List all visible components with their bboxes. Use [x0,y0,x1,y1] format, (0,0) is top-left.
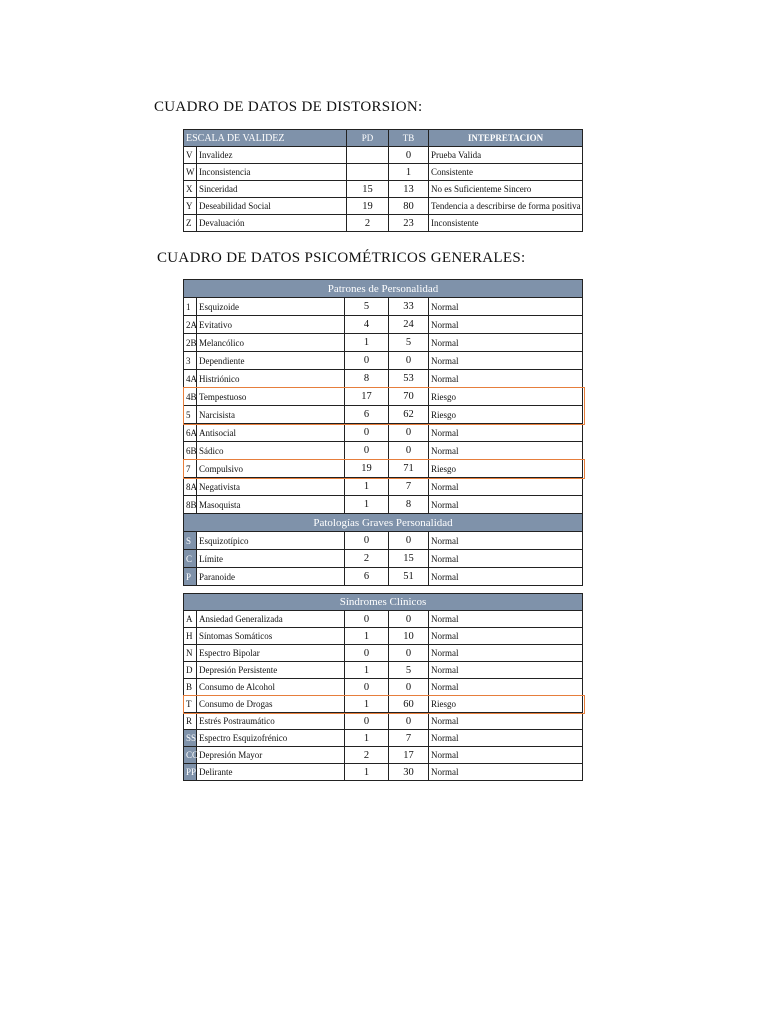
scale-name: Estrés Postraumático [197,713,345,730]
interpretation: No es Suficienteme Sincero [429,181,583,198]
header-interpretacion: INTEPRETACION [429,130,583,147]
scale-code: S [184,532,197,550]
pd-value: 1 [345,496,389,514]
pd-value: 2 [345,550,389,568]
pd-value: 4 [345,316,389,334]
distorsion-title: CUADRO DE DATOS DE DISTORSION: [154,99,423,115]
interpretation: Normal [429,611,583,628]
scale-name: Histriónico [197,370,345,388]
table-row [184,496,583,514]
interpretation: Normal [429,764,583,781]
scale-name: Narcisista [197,406,345,424]
scale-name: Deseabilidad Social [197,198,347,215]
interpretation: Normal [429,568,583,586]
interpretation: Tendencia a describirse de forma positiva [429,198,583,215]
scale-code: 8A [184,478,197,496]
scale-code: PP [184,764,197,781]
tb-value: 23 [389,215,429,232]
pd-value: 19 [345,460,389,478]
pd-value: 15 [347,181,389,198]
pd-value: 0 [345,713,389,730]
pd-value: 1 [345,662,389,679]
table-row [184,147,583,164]
scale-name: Negativista [197,478,345,496]
interpretation: Normal [429,478,583,496]
tb-value: 80 [389,198,429,215]
interpretation: Normal [429,679,583,696]
scale-name: Masoquista [197,496,345,514]
header-tb: TB [389,130,429,147]
pd-value: 2 [345,747,389,764]
table-row [184,181,583,198]
table-row [184,568,583,586]
table-row [184,696,583,713]
scale-code: Z [184,215,197,232]
interpretation: Normal [429,496,583,514]
interpretation: Riesgo [429,460,583,478]
pd-value: 1 [345,696,389,713]
scale-name: Esquizotípico [197,532,345,550]
pd-value: 1 [345,764,389,781]
tb-value: 15 [389,550,429,568]
scale-code: 6A [184,424,197,442]
patrones-banner: Patrones de Personalidad [184,280,583,298]
scale-code: H [184,628,197,645]
interpretation: Normal [429,298,583,316]
interpretation: Riesgo [429,406,583,424]
tb-value: 70 [389,388,429,406]
pd-value: 17 [345,388,389,406]
scale-code: 5 [184,406,197,424]
interpretation: Normal [429,442,583,460]
interpretation: Normal [429,532,583,550]
tb-value: 0 [389,532,429,550]
scale-name: Consumo de Alcohol [197,679,345,696]
table-row [184,406,583,424]
pd-value: 6 [345,406,389,424]
table-row [184,764,583,781]
pd-value: 19 [347,198,389,215]
scale-code: 2A [184,316,197,334]
tb-value: 0 [389,352,429,370]
table-row [184,713,583,730]
scale-name: Compulsivo [197,460,345,478]
tb-value: 0 [389,442,429,460]
table-row [184,747,583,764]
scale-code: X [184,181,197,198]
interpretation: Normal [429,645,583,662]
tb-value: 33 [389,298,429,316]
interpretation: Riesgo [429,388,583,406]
table-row [184,424,583,442]
table-row [184,352,583,370]
pd-value: 0 [345,442,389,460]
scale-code: 7 [184,460,197,478]
scale-code: P [184,568,197,586]
pd-value: 8 [345,370,389,388]
interpretation: Normal [429,628,583,645]
scale-name: Paranoide [197,568,345,586]
tb-value: 60 [389,696,429,713]
tb-value: 0 [389,611,429,628]
tb-value: 1 [389,164,429,181]
scale-name: Inconsistencia [197,164,347,181]
pd-value: 2 [347,215,389,232]
scale-code: R [184,713,197,730]
interpretation: Normal [429,747,583,764]
table-row [184,334,583,352]
pd-value: 1 [345,628,389,645]
scale-code: W [184,164,197,181]
scale-code: 1 [184,298,197,316]
pd-value: 1 [345,478,389,496]
scale-code: V [184,147,197,164]
psicometricos-table [183,279,583,586]
scale-name: Invalidez [197,147,347,164]
table-row [184,198,583,215]
tb-value: 13 [389,181,429,198]
scale-name: Esquizoide [197,298,345,316]
pd-value: 1 [345,334,389,352]
scale-code: CC [184,747,197,764]
scale-name: Delirante [197,764,345,781]
pd-value: 0 [345,611,389,628]
pd-value: 0 [345,532,389,550]
interpretation: Normal [429,424,583,442]
table-row [184,316,583,334]
interpretation: Normal [429,316,583,334]
patologias-banner-row [184,514,583,532]
tb-value: 5 [389,662,429,679]
scale-code: T [184,696,197,713]
table-row [184,679,583,696]
tb-value: 62 [389,406,429,424]
pd-value [347,147,389,164]
tb-value: 0 [389,713,429,730]
scale-name: Sinceridad [197,181,347,198]
tb-value: 0 [389,424,429,442]
scale-code: C [184,550,197,568]
patrones-banner-row [184,280,583,298]
interpretation: Normal [429,370,583,388]
scale-name: Sádico [197,442,345,460]
tb-value: 30 [389,764,429,781]
interpretation: Normal [429,730,583,747]
table-row [184,164,583,181]
pd-value: 0 [345,424,389,442]
table-row [184,298,583,316]
sindromes-table [183,593,583,781]
pd-value: 0 [345,352,389,370]
scale-name: Depresión Persistente [197,662,345,679]
interpretation: Consistente [429,164,583,181]
table-row [184,532,583,550]
tb-value: 7 [389,478,429,496]
scale-name: Límite [197,550,345,568]
scale-code: 3 [184,352,197,370]
table-row [184,478,583,496]
table-row [184,460,583,478]
interpretation: Inconsistente [429,215,583,232]
scale-name: Evitativo [197,316,345,334]
scale-name: Devaluación [197,215,347,232]
table-row [184,442,583,460]
table-row [184,730,583,747]
pd-value: 0 [345,645,389,662]
scale-name: Antisocial [197,424,345,442]
tb-value: 0 [389,645,429,662]
scale-name: Síntomas Somáticos [197,628,345,645]
tb-value: 53 [389,370,429,388]
scale-code: 8B [184,496,197,514]
tb-value: 17 [389,747,429,764]
table-row [184,662,583,679]
scale-code: 4B [184,388,197,406]
scale-code: SS [184,730,197,747]
table-row [184,550,583,568]
tb-value: 51 [389,568,429,586]
tb-value: 5 [389,334,429,352]
scale-code: D [184,662,197,679]
table-row [184,611,583,628]
scale-code: N [184,645,197,662]
interpretation: Riesgo [429,696,583,713]
scale-code: Y [184,198,197,215]
pd-value: 6 [345,568,389,586]
table-row [184,645,583,662]
header-escala: ESCALA DE VALIDEZ [184,130,347,147]
scale-name: Consumo de Drogas [197,696,345,713]
tb-value: 7 [389,730,429,747]
distorsion-table [183,129,583,232]
interpretation: Prueba Valida [429,147,583,164]
tb-value: 8 [389,496,429,514]
interpretation: Normal [429,352,583,370]
interpretation: Normal [429,334,583,352]
scale-code: 4A [184,370,197,388]
scale-name: Ansiedad Generalizada [197,611,345,628]
pd-value [347,164,389,181]
scale-code: A [184,611,197,628]
header-pd: PD [347,130,389,147]
table-row [184,628,583,645]
scale-name: Depresión Mayor [197,747,345,764]
scale-code: 6B [184,442,197,460]
pd-value: 5 [345,298,389,316]
sindromes-banner-row [184,594,583,611]
table-row [184,370,583,388]
scale-code: B [184,679,197,696]
scale-name: Dependiente [197,352,345,370]
interpretation: Normal [429,662,583,679]
interpretation: Normal [429,550,583,568]
scale-name: Espectro Esquizofrénico [197,730,345,747]
tb-value: 24 [389,316,429,334]
tb-value: 71 [389,460,429,478]
tb-value: 10 [389,628,429,645]
scale-code: 2B [184,334,197,352]
table-row [184,215,583,232]
scale-name: Espectro Bipolar [197,645,345,662]
patologias-banner: Patologías Graves Personalidad [184,514,583,532]
table-row [184,388,583,406]
pd-value: 0 [345,679,389,696]
tb-value: 0 [389,147,429,164]
sindromes-banner: Síndromes Clínicos [184,594,583,611]
psicometricos-title: CUADRO DE DATOS PSICOMÉTRICOS GENERALES: [157,250,526,266]
pd-value: 1 [345,730,389,747]
interpretation: Normal [429,713,583,730]
distorsion-header-row [184,130,583,147]
scale-name: Tempestuoso [197,388,345,406]
tb-value: 0 [389,679,429,696]
scale-name: Melancólico [197,334,345,352]
